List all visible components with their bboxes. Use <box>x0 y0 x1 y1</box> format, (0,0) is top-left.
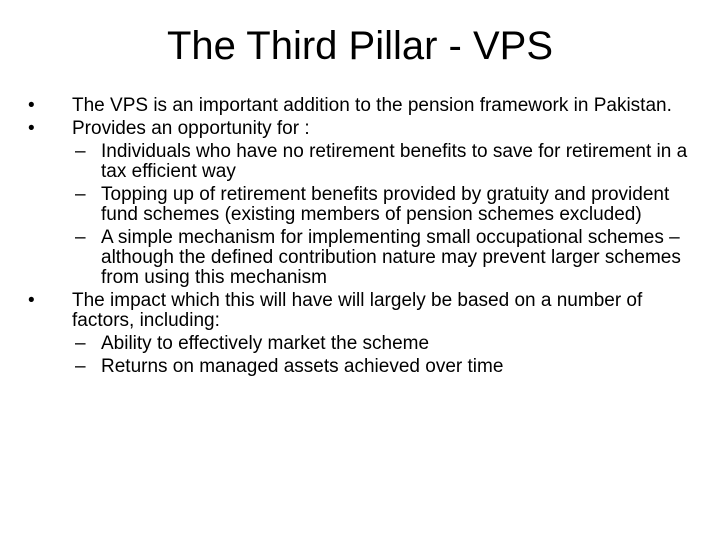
dash-marker: – <box>75 333 86 354</box>
sub-bullet-text: Returns on managed assets achieved over time <box>101 356 504 377</box>
bullet-list <box>0 96 720 380</box>
dash-marker: – <box>75 184 86 205</box>
sub-bullet-item <box>0 142 720 182</box>
sub-bullet-text: Individuals who have no retirement benefits to save for retirement in a tax efficient way <box>101 141 688 182</box>
dash-marker: – <box>75 227 86 248</box>
bullet-marker: • <box>28 95 35 116</box>
sub-bullet-item <box>0 185 720 225</box>
sub-bullet-text: A simple mechanism for implementing small occupational schemes – although the defined contribution nature may prevent larger schemes from using this mechanism <box>101 227 681 288</box>
bullet-marker: • <box>28 290 35 311</box>
bullet-marker: • <box>28 118 35 139</box>
dash-marker: – <box>75 356 86 377</box>
bullet-item <box>0 96 720 116</box>
sub-bullet-text: Topping up of retirement benefits provided by gratuity and provident fund schemes (existing members of pension schemes excluded) <box>101 184 670 225</box>
sub-bullet-item <box>0 228 720 288</box>
bullet-item <box>0 291 720 331</box>
bullet-item <box>0 119 720 139</box>
sub-bullet-item <box>0 334 720 354</box>
dash-marker: – <box>75 141 86 162</box>
bullet-text: The VPS is an important addition to the pension framework in Pakistan. <box>72 95 672 116</box>
bullet-text: Provides an opportunity for : <box>72 118 310 139</box>
sub-bullet-item <box>0 357 720 377</box>
sub-bullet-text: Ability to effectively market the scheme <box>101 333 430 354</box>
bullet-text: The impact which this will have will largely be based on a number of factors, including: <box>72 290 643 331</box>
slide-title: The Third Pillar - VPS <box>166 24 554 68</box>
